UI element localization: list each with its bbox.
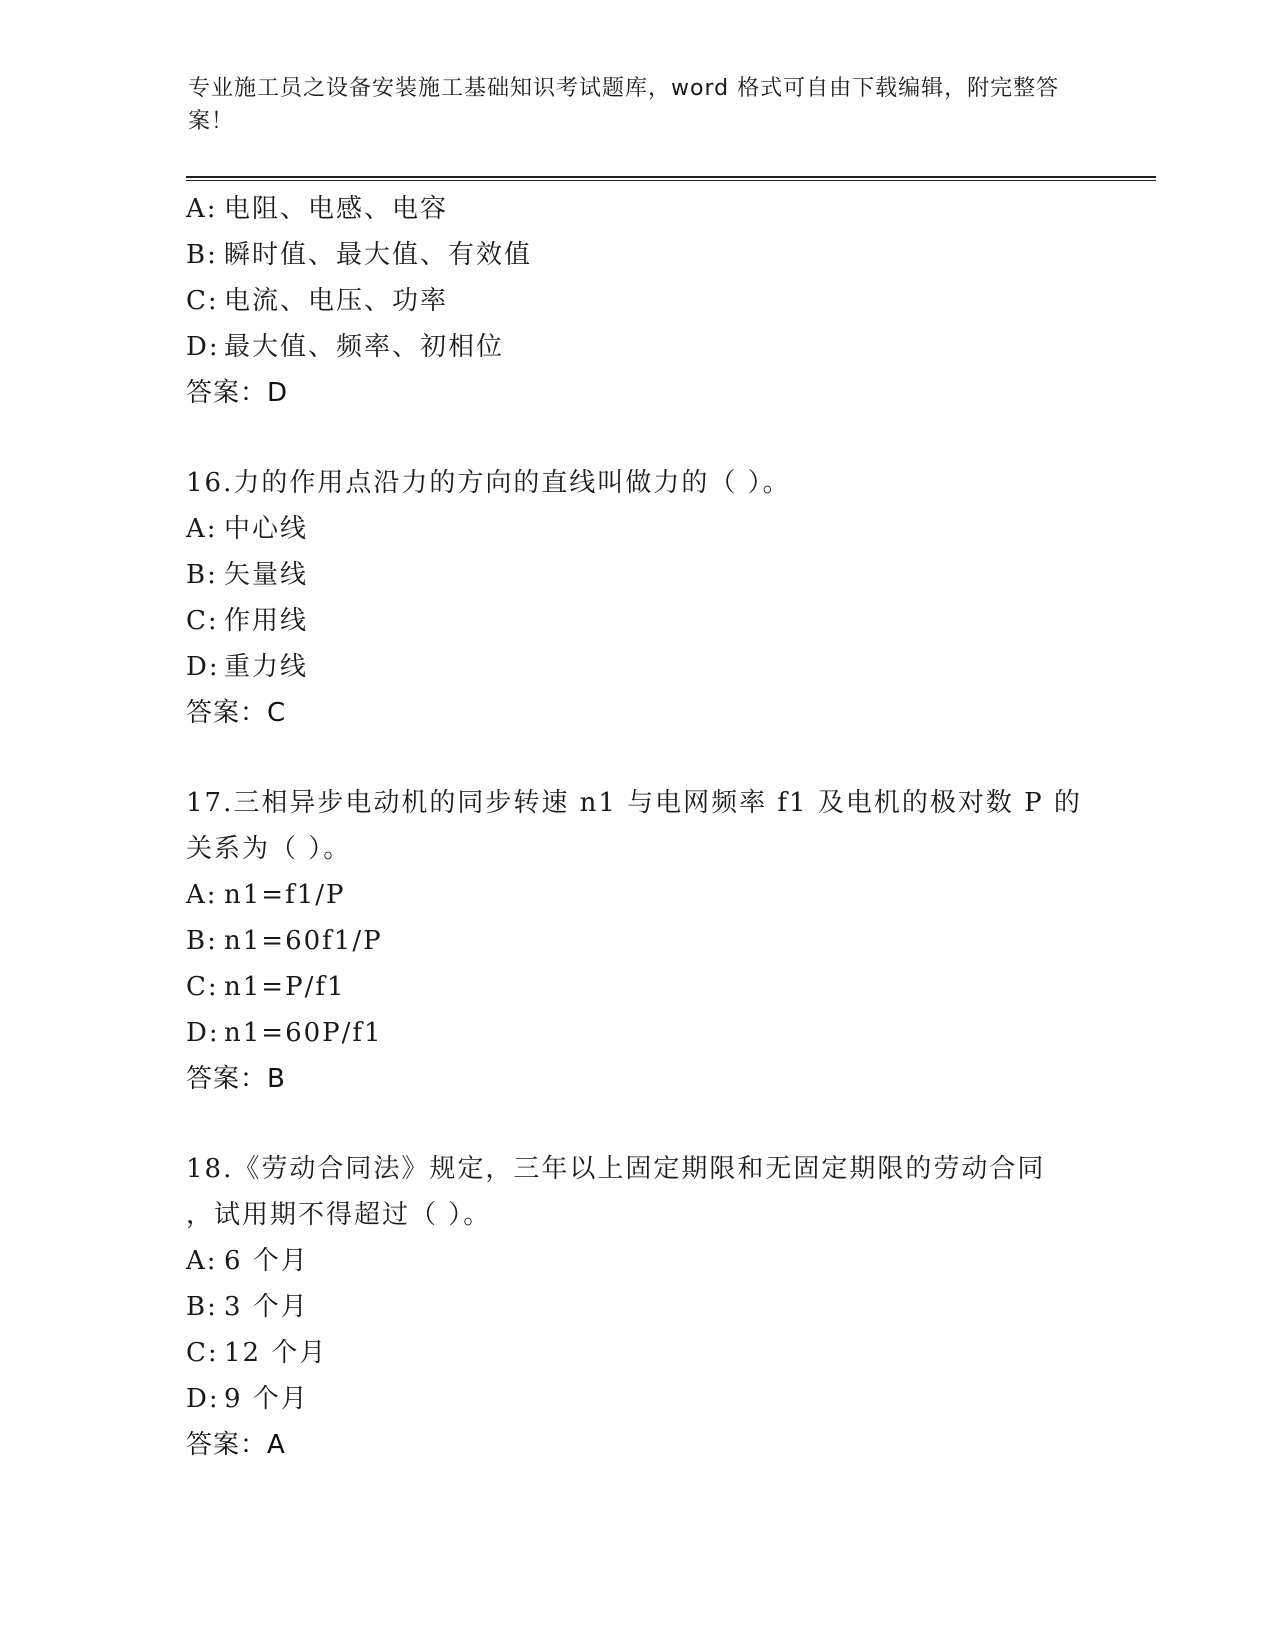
- spacer: [186, 1102, 1086, 1146]
- option-text: 6 个月: [224, 1246, 309, 1276]
- option-text: 最大值、频率、初相位: [224, 332, 505, 362]
- document-header: [188, 72, 1068, 138]
- option-text: 3 个月: [224, 1292, 309, 1322]
- option-text: 瞬时值、最大值、有效值: [224, 240, 533, 270]
- option-c: [186, 1330, 1086, 1376]
- option-label: A:: [186, 514, 218, 544]
- option-text: 12 个月: [224, 1338, 328, 1368]
- header-divider: [186, 176, 1156, 181]
- option-label: A:: [186, 194, 218, 224]
- option-text: 作用线: [224, 606, 309, 636]
- spacer: [186, 416, 1086, 460]
- answer-line: 答案：C: [186, 698, 287, 728]
- option-text: n1=60f1/P: [224, 926, 383, 956]
- option-c: [186, 278, 1086, 324]
- option-text: 电流、电压、功率: [224, 286, 449, 316]
- answer-line: 答案：D: [186, 378, 289, 408]
- option-a: [186, 1238, 1086, 1284]
- document-title: 专业施工员之设备安装施工基础知识考试题库，word 格式可自由下载编辑，附完整答案！: [188, 76, 1060, 134]
- question-stem-continued: ，试用期不得超过（ ）。: [186, 1200, 492, 1230]
- option-label: D:: [186, 652, 220, 682]
- option-b: [186, 1284, 1086, 1330]
- question-16: [186, 460, 1086, 736]
- option-c: [186, 964, 1086, 1010]
- option-b: [186, 552, 1086, 598]
- option-text: 重力线: [224, 652, 309, 682]
- option-text: 9 个月: [224, 1384, 309, 1414]
- option-text: n1=f1/P: [224, 880, 346, 910]
- option-d: [186, 324, 1086, 370]
- option-d: [186, 644, 1086, 690]
- option-label: D:: [186, 1018, 220, 1048]
- option-label: C:: [186, 286, 219, 316]
- answer-line: 答案：A: [186, 1430, 286, 1460]
- question-18: [186, 1146, 1086, 1468]
- option-d: [186, 1376, 1086, 1422]
- option-text: 电阻、电感、电容: [224, 194, 449, 224]
- question-17: [186, 780, 1086, 1102]
- spacer: [186, 736, 1086, 780]
- option-a: [186, 872, 1086, 918]
- option-c: [186, 598, 1086, 644]
- option-label: D:: [186, 332, 220, 362]
- option-b: [186, 232, 1086, 278]
- option-label: B:: [186, 926, 218, 956]
- option-label: B:: [186, 560, 218, 590]
- question-15-continued: [186, 186, 1086, 416]
- option-label: A:: [186, 1246, 218, 1276]
- option-a: [186, 186, 1086, 232]
- answer-line: 答案：B: [186, 1064, 286, 1094]
- option-text: 矢量线: [224, 560, 309, 590]
- option-label: C:: [186, 606, 219, 636]
- option-b: [186, 918, 1086, 964]
- question-stem: 18.《劳动合同法》规定，三年以上固定期限和无固定期限的劳动合同: [186, 1154, 1046, 1184]
- option-text: 中心线: [224, 514, 309, 544]
- question-stem-continued: 关系为（ ）。: [186, 834, 352, 864]
- option-label: C:: [186, 972, 219, 1002]
- option-a: [186, 506, 1086, 552]
- option-d: [186, 1010, 1086, 1056]
- question-stem: 17.三相异步电动机的同步转速 n1 与电网频率 f1 及电机的极对数 P 的: [186, 788, 1082, 818]
- document-body: [186, 186, 1086, 1468]
- option-text: n1=P/f1: [224, 972, 346, 1002]
- question-stem: 16.力的作用点沿力的方向的直线叫做力的（ ）。: [186, 468, 791, 498]
- option-label: A:: [186, 880, 218, 910]
- option-label: D:: [186, 1384, 220, 1414]
- option-label: B:: [186, 240, 218, 270]
- option-text: n1=60P/f1: [224, 1018, 383, 1048]
- option-label: B:: [186, 1292, 218, 1322]
- option-label: C:: [186, 1338, 219, 1368]
